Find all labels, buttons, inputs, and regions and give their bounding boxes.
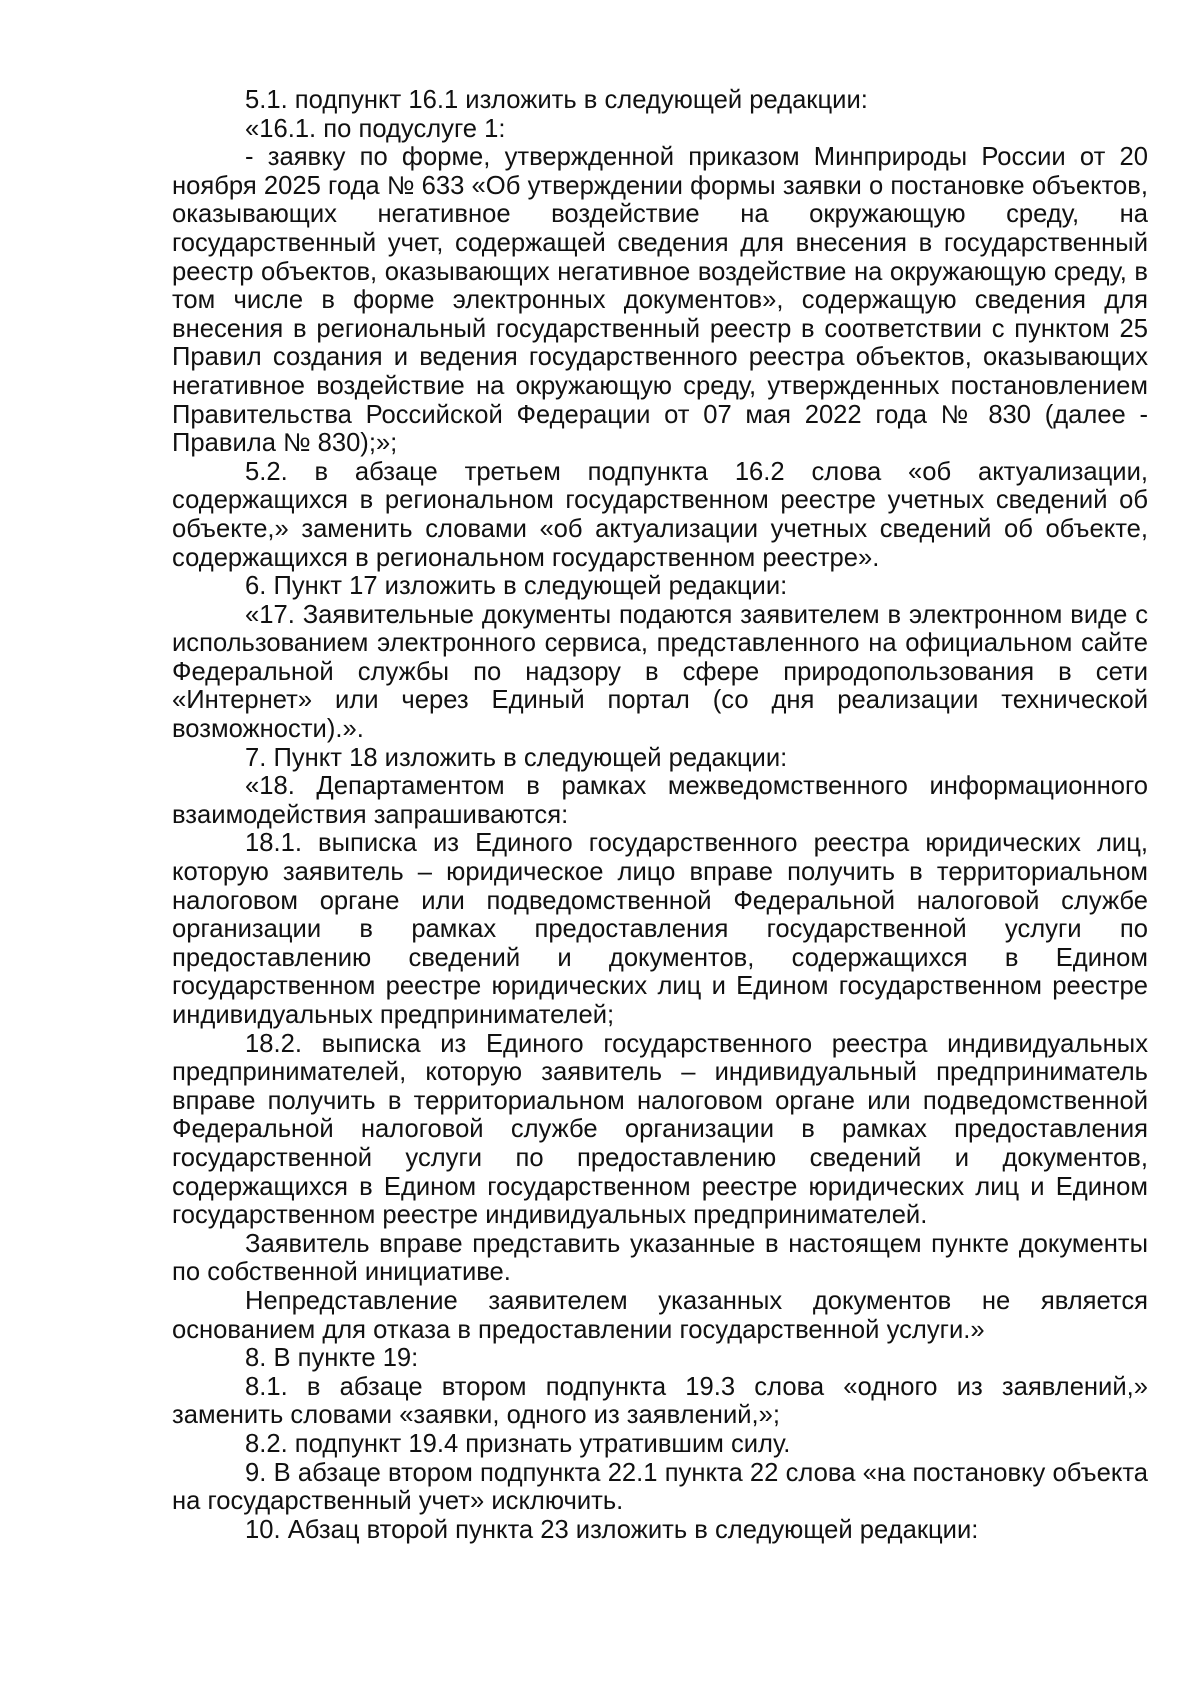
paragraph-8-1: 8.1. в абзаце втором подпункта 19.3 слова «одного из заявлений,» заменить словами «заявки, одного из заявлений,»; xyxy=(172,1372,1148,1430)
paragraph-18: «18. Департаментом в рамках межведомственного информационного взаимодействия запрашиваются: xyxy=(172,772,1148,829)
document-body xyxy=(172,86,1148,1544)
paragraph-18-1: 18.1. выписка из Единого государственного реестра юридических лиц, которую заявитель – юридическое лицо вправе получить в территориальном налоговом органе или подведомственной Федеральной налоговой службе организации в рамках предоставления государственной услуги по предоставлению сведений и документов, содержащихся в Едином государственном реестре юридических лиц и Едином государственном реестре индивидуальных предпринимателей; xyxy=(172,829,1148,1029)
paragraph-non-submission: Непредставление заявителем указанных документов не является основанием для отказа в предоставлении государственной услуги.» xyxy=(172,1286,1148,1344)
paragraph-9: 9. В абзаце втором подпункта 22.1 пункта 22 слова «на постановку объекта на государственный учет» исключить. xyxy=(172,1458,1148,1516)
paragraph-applicant-right: Заявитель вправе представить указанные в настоящем пункте документы по собственной инициативе. xyxy=(172,1229,1148,1287)
paragraph-5-2: 5.2. в абзаце третьем подпункта 16.2 слова «об актуализации, содержащихся в региональном государственном реестре учетных сведений об объекте,» заменить словами «об актуализации учетных сведений об объекте, содержащихся в региональном государственном реестре». xyxy=(172,457,1148,572)
paragraph-17: «17. Заявительные документы подаются заявителем в электронном виде с использованием электронного сервиса, представленного на официальном сайте Федеральной службы по надзору в сфере природопользования в сети «Интернет» или через Единый портал (со дня реализации технической возможности).». xyxy=(172,600,1148,744)
paragraph-8-2: 8.2. подпункт 19.4 признать утратившим силу. xyxy=(245,1429,791,1458)
paragraph-8: 8. В пункте 19: xyxy=(245,1344,419,1373)
paragraph-16-1: «16.1. по подуслуге 1: xyxy=(245,114,506,143)
paragraph-16-1-application: - заявку по форме, утвержденной приказом Минприроды России от 20 ноября 2025 года № 633 «Об утверждении формы заявки о постановке объектов, оказывающих негативное воздействие на окружающую среду, на государственный учет, содержащей сведения для внесения в государственный реестр объектов, оказывающих негативное воздействие на окружающую среду, в том числе в форме электронных документов», содержащую сведения для внесения в региональный государственный реестр в соответствии с пунктом 25 Правил создания и ведения государственного реестра объектов, оказывающих негативное воздействие на окружающую среду, утвержденных постановлением Правительства Российской Федерации от 07 мая 2022 года № 830 (далее - Правила № 830);»; xyxy=(172,143,1148,458)
paragraph-5-1: 5.1. подпункт 16.1 изложить в следующей редакции: xyxy=(245,86,868,114)
paragraph-10: 10. Абзац второй пункта 23 изложить в следующей редакции: xyxy=(245,1515,979,1544)
paragraph-6: 6. Пункт 17 изложить в следующей редакции: xyxy=(245,572,788,601)
paragraph-7: 7. Пункт 18 изложить в следующей редакции: xyxy=(245,743,788,772)
paragraph-18-2: 18.2. выписка из Единого государственного реестра индивидуальных предпринимателей, которую заявитель – индивидуальный предприниматель вправе получить в территориальном налоговом органе или подведомственной Федеральной налоговой службе организации в рамках предоставления государственной услуги по предоставлению сведений и документов, содержащихся в Едином государственном реестре юридических лиц и Едином государственном реестре индивидуальных предпринимателей. xyxy=(172,1029,1148,1230)
